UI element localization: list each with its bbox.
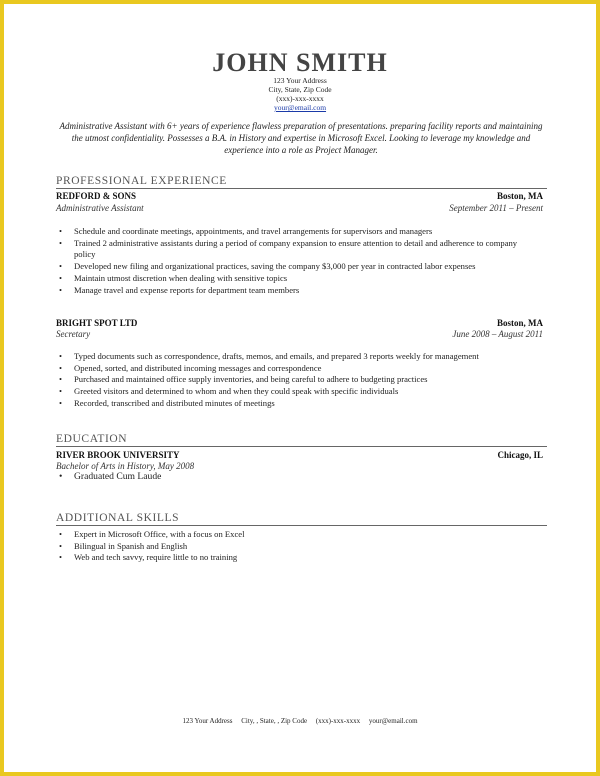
list-item [56, 529, 526, 541]
list-item [56, 398, 526, 410]
job-location: Boston, MA [496, 318, 543, 328]
bullet-icon: • [59, 397, 63, 408]
job-role: Administrative Assistant [56, 203, 144, 213]
bullet-icon: • [59, 284, 63, 295]
section-title-education: EDUCATION [56, 433, 128, 445]
bullet-icon: • [59, 226, 63, 236]
bullet-icon: • [59, 540, 63, 551]
list-item-text: Purchased and maintained office supply inventories, and being careful to adhere to budgeting practices [74, 374, 428, 385]
job-location: Boston, MA [496, 191, 543, 201]
section-title-experience: PROFESSIONAL EXPERIENCE [56, 175, 227, 187]
list-item [56, 363, 526, 375]
bullet-icon: • [59, 362, 63, 373]
bullet-icon: • [59, 237, 63, 248]
bullet-icon: • [59, 552, 63, 563]
list-item-text: Bilingual in Spanish and English [74, 540, 188, 551]
list-item-text: Trained 2 administrative assistants during a period of company expansion to ensure attention to detail and adherence to company policy [74, 237, 518, 260]
bullet-icon: • [59, 374, 63, 385]
list-item [56, 374, 526, 386]
bullet-icon: • [59, 272, 63, 283]
job-dates: June 2008 – August 2011 [452, 329, 543, 339]
list-item-text: Manage travel and expense reports for department team members [74, 284, 300, 295]
list-item [56, 541, 526, 553]
degree: Bachelor of Arts in History, May 2008 [56, 461, 195, 471]
school-name: RIVER BROOK UNIVERSITY [56, 450, 180, 460]
list-item-text: Maintain utmost discretion when dealing with sensitive topics [74, 272, 288, 283]
contact-city: City, State, Zip Code [268, 85, 332, 94]
list-item-text: Opened, sorted, and distributed incoming messages and correspondence [74, 362, 322, 373]
company-name: BRIGHT SPOT LTD [56, 318, 138, 328]
list-item-text: Developed new filing and organizational practices, saving the company $3,000 per year in contracted labor expenses [74, 261, 476, 272]
skills-bullet-list [56, 529, 526, 564]
professional-summary: Administrative Assistant with 6+ years of experience flawless preparation of presentations. preparing facility reports and maintaining the utmost confidentiality. Possesses a B.A. in History and expertise in Microsoft Excel. Looking to leverage my knowledge and experience into a role as Project Manager. [59, 121, 543, 155]
section-divider [56, 188, 547, 189]
list-item [56, 261, 526, 273]
contact-email-link[interactable]: your@email.com [273, 103, 327, 112]
resume-page [4, 4, 596, 772]
list-item [56, 552, 526, 564]
list-item [56, 471, 526, 483]
school-location: Chicago, IL [497, 450, 543, 460]
job-role: Secretary [56, 329, 91, 339]
bullet-icon: • [59, 471, 63, 482]
list-item-text: Graduated Cum Laude [74, 471, 162, 482]
job-bullet-list [56, 226, 526, 296]
section-divider [56, 446, 547, 447]
bullet-icon: • [59, 386, 63, 397]
company-name: REDFORD & SONS [56, 191, 137, 201]
bullet-icon: • [59, 529, 63, 539]
list-item [56, 386, 526, 398]
section-title-skills: ADDITIONAL SKILLS [56, 512, 180, 524]
list-item [56, 273, 526, 285]
list-item-text: Typed documents such as correspondence, drafts, memos, and emails, and prepared 3 reports weekly for management [74, 351, 479, 361]
list-item-text: Expert in Microsoft Office, with a focus on Excel [74, 529, 245, 539]
list-item-text: Schedule and coordinate meetings, appointments, and travel arrangements for supervisors and managers [74, 226, 433, 236]
job-bullet-list [56, 351, 526, 410]
list-item-text: Web and tech savvy, require little to no training [74, 552, 238, 563]
contact-address: 123 Your Address [273, 76, 327, 85]
job-dates: September 2011 – Present [449, 203, 543, 213]
list-item [56, 226, 526, 238]
list-item [56, 285, 526, 297]
list-item [56, 238, 526, 261]
footer-contact: 123 Your Address City, , State, , Zip Code (xxx)-xxx-xxxx your@email.com [182, 717, 418, 725]
bullet-icon: • [59, 351, 63, 361]
list-item-text: Recorded, transcribed and distributed minutes of meetings [74, 397, 275, 408]
candidate-name: JOHN SMITH [212, 48, 388, 77]
section-divider [56, 525, 547, 526]
education-bullet-list [56, 471, 526, 483]
list-item-text: Greeted visitors and determined to whom and when they could speak with specific individuals [74, 386, 399, 397]
bullet-icon: • [59, 261, 63, 272]
contact-phone: (xxx)-xxx-xxxx [276, 94, 324, 103]
list-item [56, 351, 526, 363]
